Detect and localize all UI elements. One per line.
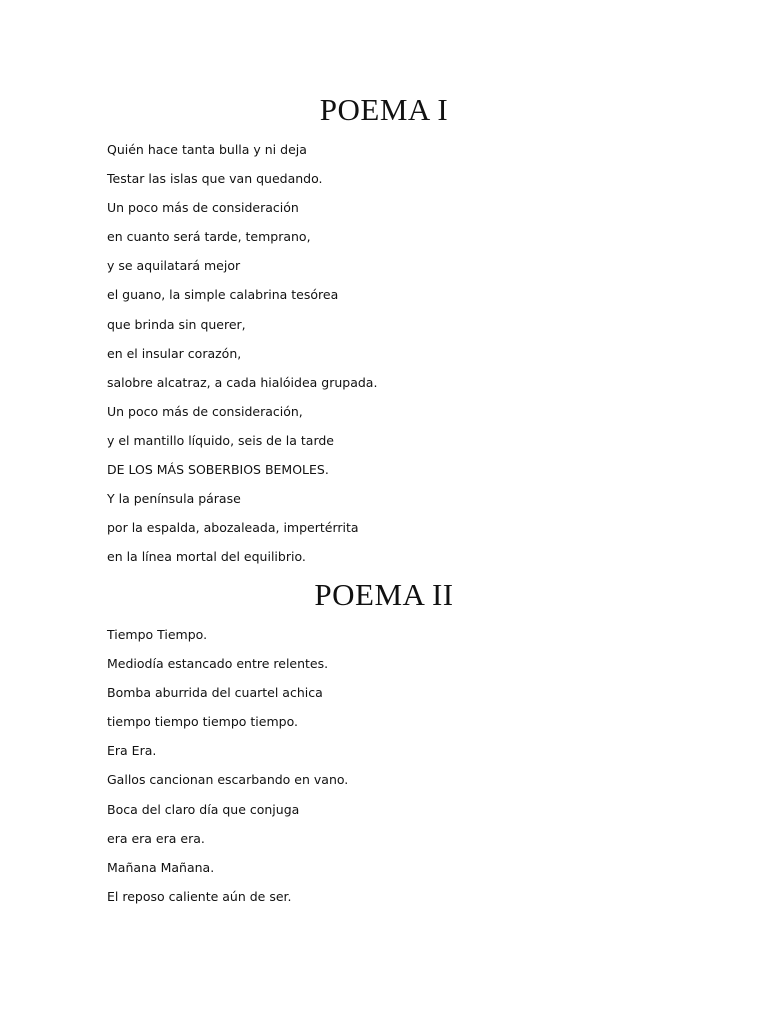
verse-line: Era Era. xyxy=(107,743,157,759)
poem-body xyxy=(107,625,348,916)
verse-line: y se aquilatará mejor xyxy=(107,258,241,274)
verse-line: Bomba aburrida del cuartel achica xyxy=(107,685,323,701)
verse-line: Un poco más de consideración, xyxy=(107,403,303,419)
verse-line: DE LOS MÁS SOBERBIOS BEMOLES. xyxy=(107,462,329,478)
verse-line: El reposo caliente aún de ser. xyxy=(107,888,292,904)
verse-line: Tiempo Tiempo. xyxy=(107,627,208,642)
verse-line: el guano, la simple calabrina tesórea xyxy=(107,287,339,303)
verse-line: tiempo tiempo tiempo tiempo. xyxy=(107,714,298,730)
verse-line: que brinda sin querer, xyxy=(107,316,246,332)
verse-line: Un poco más de consideración xyxy=(107,200,299,216)
verse-line: en el insular corazón, xyxy=(107,345,242,361)
verse-line: en cuanto será tarde, temprano, xyxy=(107,229,311,245)
verse-line: Testar las islas que van quedando. xyxy=(107,171,323,187)
verse-line: y el mantillo líquido, seis de la tarde xyxy=(107,432,334,448)
verse-line: por la espalda, abozaleada, impertérrita xyxy=(107,520,359,536)
verse-line: salobre alcatraz, a cada hialóidea grupada. xyxy=(107,374,378,390)
poem-title: POEMA II xyxy=(314,577,454,612)
poem-body xyxy=(107,140,377,576)
verse-line: Gallos cancionan escarbando en vano. xyxy=(107,772,349,788)
verse-line: Y la península párase xyxy=(107,491,241,507)
verse-line: Mañana Mañana. xyxy=(107,859,215,875)
verse-line: en la línea mortal del equilibrio. xyxy=(107,549,306,565)
poem-title: POEMA I xyxy=(319,92,449,127)
verse-line: Mediodía estancado entre relentes. xyxy=(107,656,329,672)
verse-line: era era era era. xyxy=(107,830,205,846)
verse-line: Boca del claro día que conjuga xyxy=(107,801,300,817)
verse-line: Quién hace tanta bulla y ni deja xyxy=(107,142,307,157)
